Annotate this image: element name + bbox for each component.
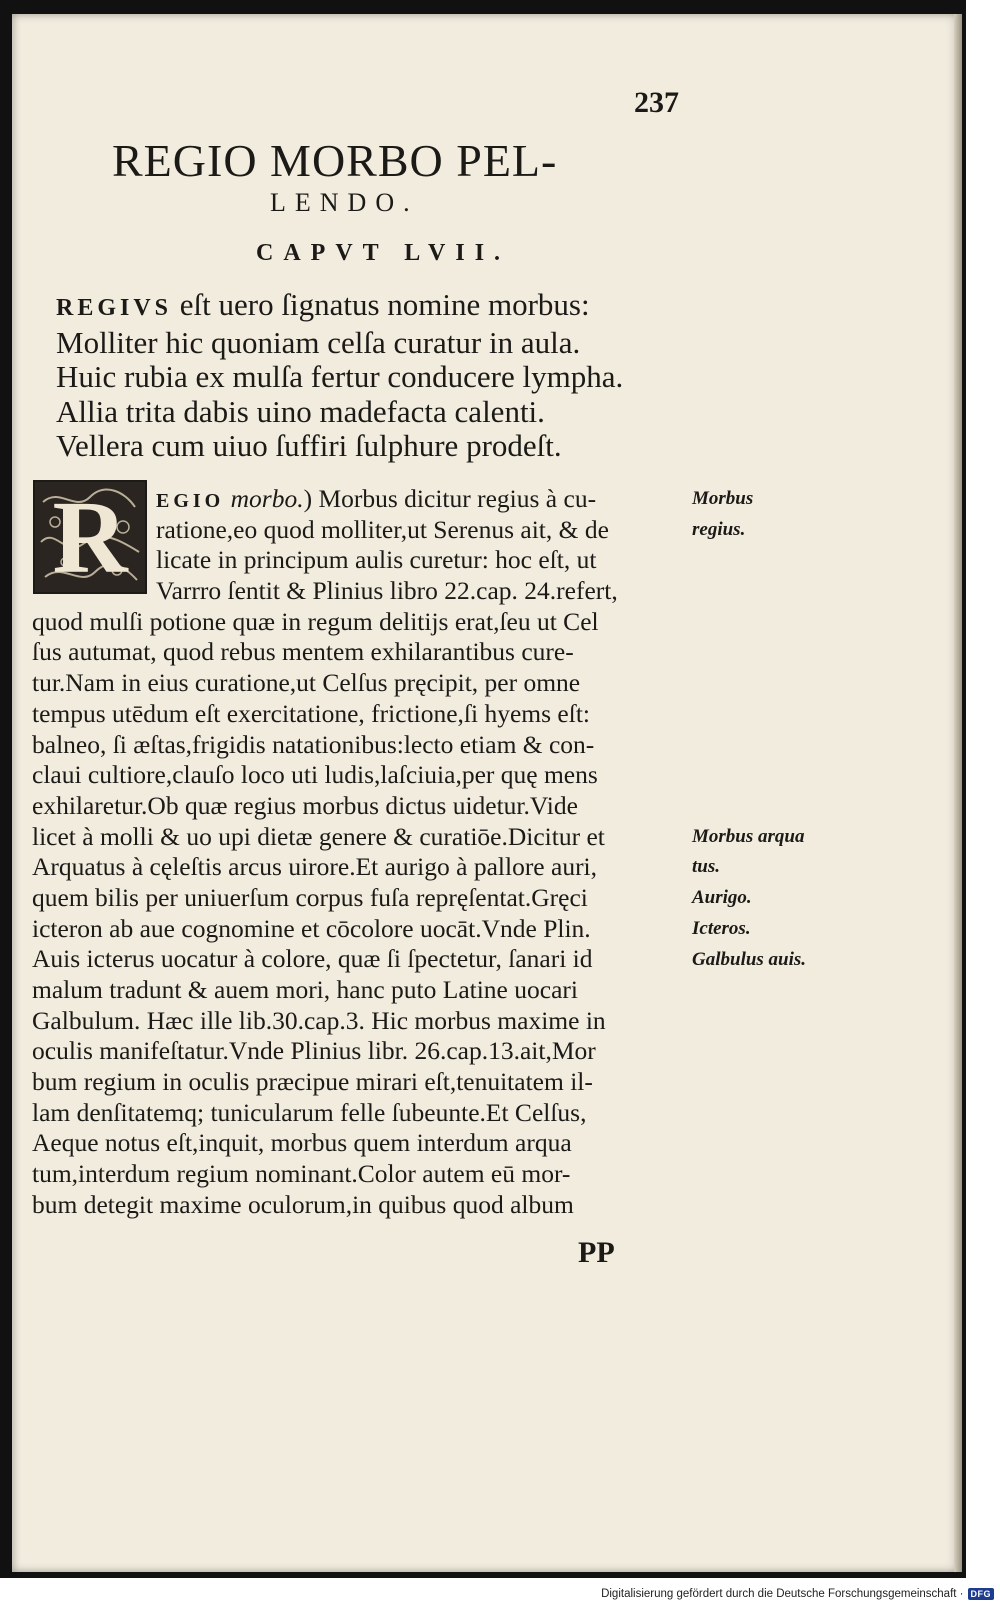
verse-line: Huic rubia ex mulſa fertur conducere lympha.: [56, 359, 624, 394]
dfg-logo[interactable]: DFG: [968, 1588, 995, 1600]
commentary-line: EGIO morbo.) Morbus dicitur regius à cu-: [156, 484, 597, 513]
commentary-line: Auis icterus uocatur à colore, quæ ſi ſpectetur, ſanari id: [32, 944, 593, 974]
commentary-line: exhilaretur.Ob quæ regius morbus dictus uidetur.Vide: [32, 790, 578, 820]
commentary-line: balneo, ſi æſtas,frigidis natationibus:lecto etiam & con-: [32, 729, 595, 759]
commentary-lead-small-caps: EGIO: [156, 490, 225, 512]
verse-line: Molliter hic quoniam celſa curatur in aula.: [56, 324, 581, 360]
commentary-line: quem bilis per uniuerſum corpus fuſa repręſentat.Gręci: [32, 882, 588, 912]
verse-first-word: REGIVS: [56, 295, 173, 321]
commentary-line: tempus utēdum eſt exercitatione, frictione,ſi hyems eſt:: [32, 698, 590, 728]
commentary-text: [32, 479, 692, 1221]
commentary-line: licate in principum aulis curetur: hoc eſt, ut: [156, 545, 597, 575]
commentary-line: oculis manifeſtatur.Vnde Plinius libr. 26.cap.13.ait,Mor: [32, 1036, 596, 1066]
commentary-line: icteron ab aue cognomine et cōcolore uocāt.Vnde Plin.: [32, 913, 591, 943]
footer-credit: [601, 1588, 994, 1600]
chapter-heading: CAPVT LVII.: [256, 240, 511, 266]
page-title: REGIO MORBO PEL-: [112, 135, 558, 186]
commentary-line: Aeque notus eſt,inquit, morbus quem interdum arqua: [32, 1128, 572, 1158]
verse-block: [56, 288, 623, 464]
marginal-note: Galbulus auis.: [692, 948, 807, 970]
marginal-note: Morbus arqua: [692, 825, 805, 847]
commentary-line: tum,interdum regium nominant.Color autem eū mor-: [32, 1159, 571, 1189]
marginal-note: Icteros.: [692, 917, 751, 939]
commentary-line: bum regium in oculis præcipue mirari eſt,tenuitatem il-: [32, 1067, 593, 1097]
commentary-line: tur.Nam in eius curatione,ut Celſus pręcipit, per omne: [32, 668, 581, 698]
commentary-line: claui cultiore,clauſo loco uti ludis,laſciuia,per quę mens: [32, 760, 598, 790]
commentary-line: bum detegit maxime oculorum,in quibus quod album: [32, 1189, 574, 1219]
commentary-line: quod mulſi potione quæ in regum delitijs erat,ſeu ut Cel: [32, 606, 599, 636]
verse-line: Vellera cum uiuo ſuffiri ſulphure prodeſt.: [56, 428, 562, 463]
commentary-line: malum tradunt & auem mori, hanc puto Latine uocari: [32, 975, 578, 1004]
verse-first-line-rest: eſt uero ſignatus nomine morbus:: [172, 287, 590, 322]
commentary-lead-italic: morbo.: [230, 484, 304, 513]
commentary-line: Galbulum. Hæc ille lib.30.cap.3. Hic morbus maxime in: [32, 1005, 606, 1035]
signature-mark: PP: [578, 1236, 615, 1269]
initial-letter: R: [52, 479, 128, 595]
verse-line: [56, 288, 623, 326]
page-number: 237: [634, 86, 679, 119]
marginal-note: Aurigo.: [692, 887, 752, 909]
verse-line: Allia trita dabis uino madefacta calenti.: [56, 393, 545, 429]
marginal-note: Morbus: [692, 488, 754, 509]
commentary-line: lam denſitatemq; tunicularum felle ſubeunte.Et Celſus,: [32, 1097, 587, 1127]
commentary-line: ratione,eo quod molliter,ut Serenus ait, & de: [156, 514, 609, 544]
footer-text: Digitalisierung gefördert durch die Deutsche Forschungsgemeinschaft ·: [601, 1588, 964, 1600]
marginal-note: tus.: [692, 856, 720, 878]
marginal-note: regius.: [692, 518, 746, 540]
page-title-continuation: LENDO.: [270, 188, 419, 217]
commentary-line: licet à molli & uo upi dietæ genere & curatiōe.Dicitur et: [32, 821, 605, 851]
commentary-line: Varrro ſentit & Plinius libro 22.cap. 24.refert,: [156, 576, 618, 606]
page-edge-shadow: [954, 14, 962, 1572]
commentary-line: ſus autumat, quod rebus mentem exhilarantibus cure-: [32, 637, 574, 667]
commentary-line: Arquatus à cęleſtis arcus uirore.Et aurigo à pallore auri,: [32, 852, 598, 882]
